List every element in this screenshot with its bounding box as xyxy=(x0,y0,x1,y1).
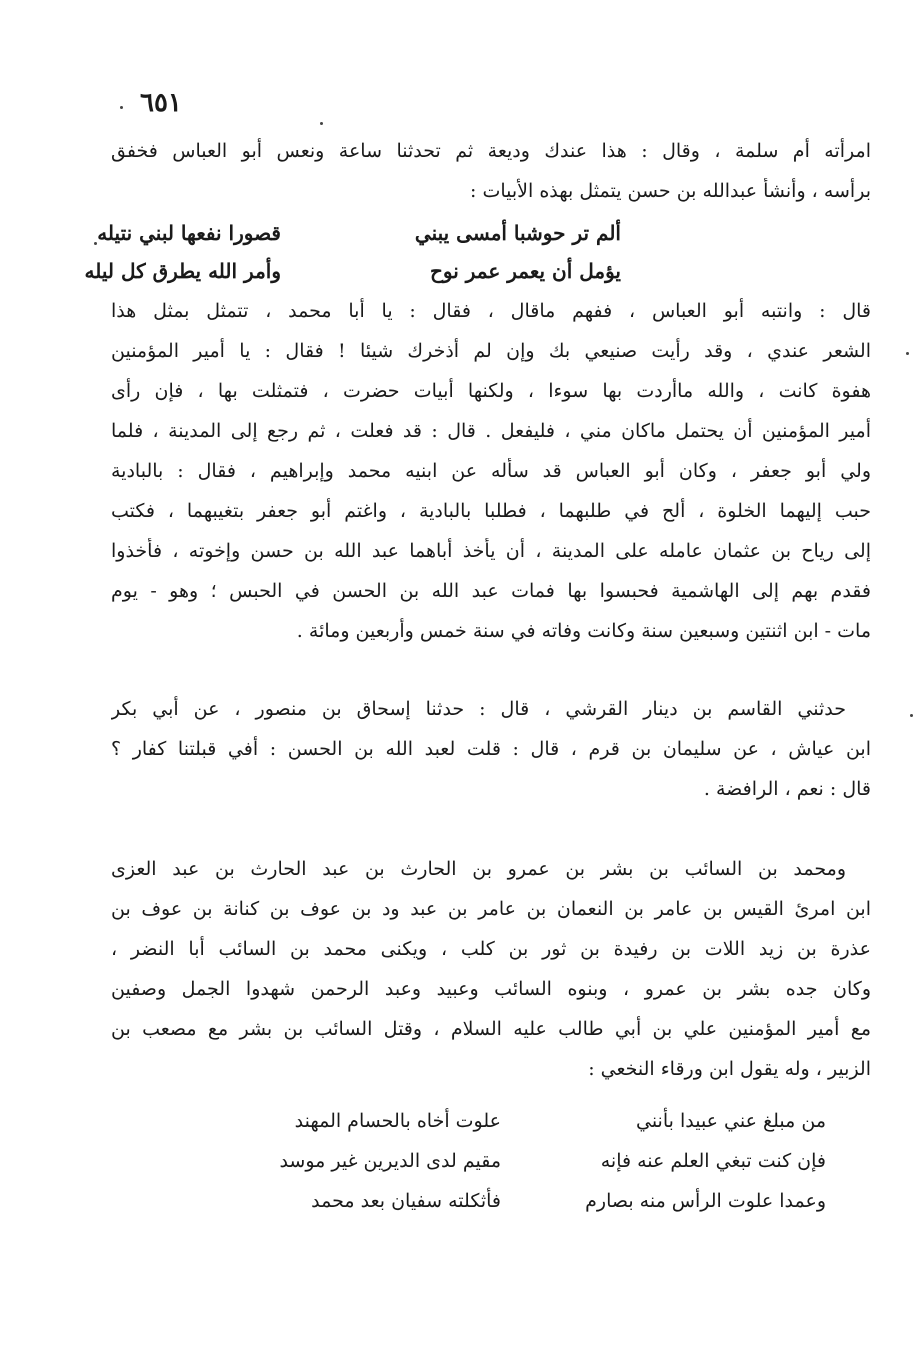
text-line: أمير المؤمنين أن يحتمل ماكان مني ، فليفعل . قال : قد فعلت ، ثم رجع إلى المدينة ، فلما xyxy=(111,420,871,442)
poem-hemistich: فإن كنت تبغي العلم عنه فإنه xyxy=(600,1150,826,1172)
poem-hemistich: من مبلغ عني عبيدا بأنني xyxy=(635,1110,826,1132)
scan-speck xyxy=(910,714,913,717)
poem-hemistich: وعمدا علوت الرأس منه بصارم xyxy=(585,1190,826,1212)
page-number: ٦٥١ xyxy=(140,88,182,118)
text-line: قال : وانتبه أبو العباس ، ففهم ماقال ، فقال : يا أبا محمد ، تتمثل بمثل هذا xyxy=(111,300,871,322)
text-line: الزبير ، وله يقول ابن ورقاء النخعي : xyxy=(588,1058,871,1080)
text-line: ومحمد بن السائب بن بشر بن عمرو بن الحارث بن عبد الحارث بن عبد العزى xyxy=(111,858,846,880)
poem-hemistich: فأثكلته سفيان بعد محمد xyxy=(311,1190,501,1212)
poem-hemistich: مقيم لدى الديرين غير موسد xyxy=(279,1150,501,1172)
text-line: عذرة بن زيد اللات بن رفيدة بن ثور بن كلب ، ويكنى محمد بن السائب أبا النضر ، xyxy=(111,938,871,960)
text-line: إلى رياح بن عثمان عامله على المدينة ، أن يأخذ أباهما عبد الله بن حسن وإخوته ، فأخذوا xyxy=(111,540,871,562)
text-line: وكان جده بشر بن عمرو ، وبنوه السائب وعبيد وعبد الرحمن شهدوا الجمل وصفين xyxy=(111,978,871,1000)
scan-speck xyxy=(120,106,123,109)
text-line: الشعر عندي ، وقد رأيت صنيعي بك وإن لم أذخرك شيئا ! فقال : يا أمير المؤمنين xyxy=(111,340,871,362)
text-line: امرأته أم سلمة ، وقال : هذا عندك وديعة ثم تحدثنا ساعة ونعس أبو العباس فخفق xyxy=(111,140,871,162)
text-line: ابن امرئ القيس بن عامر بن النعمان بن عامر بن عبد ود بن عوف بن كنانة بن عوف بن xyxy=(111,898,871,920)
text-line: مات - ابن اثنتين وسبعين سنة وكانت وفاته في سنة خمس وأربعين ومائة . xyxy=(296,620,871,642)
poem-hemistich: يؤمل أن يعمر عمر نوح xyxy=(429,259,621,283)
text-line: برأسه ، وأنشأ عبدالله بن حسن يتمثل بهذه الأبيات : xyxy=(470,180,871,202)
scan-speck xyxy=(906,352,909,355)
text-line: ولي أبو جعفر ، وكان أبو العباس قد سأله عن ابنيه محمد وإبراهيم ، فقال : بالبادية xyxy=(111,460,871,482)
scan-speck xyxy=(320,122,323,125)
text-line: هفوة كانت ، والله ماأردت بها سوءا ، ولكنها أبيات حضرت ، فتمثلت بها ، فإن رأى xyxy=(111,380,871,402)
text-line: قال : نعم ، الرافضة . xyxy=(703,778,871,800)
text-line: حدثني القاسم بن دينار القرشي ، قال : حدثنا إسحاق بن منصور ، عن أبي بكر xyxy=(111,698,846,720)
text-line: ابن عياش ، عن سليمان بن قرم ، قال : قلت لعبد الله بن الحسن : أفي قبلتنا كفار ؟ xyxy=(111,738,871,760)
poem-hemistich: علوت أخاه بالحسام المهند xyxy=(294,1110,501,1132)
poem-hemistich: ألم تر حوشبا أمسى يبني xyxy=(414,221,621,245)
text-line: فقدم بهم إلى الهاشمية فحبسوا بها فمات عبد الله بن الحسن في الحبس ؛ وهو - يوم xyxy=(111,580,871,602)
text-line: حبب إليهما الخلوة ، ألح في طلبهما ، فطلبا بالبادية ، واغتم أبو جعفر بتغيبهما ، فكتب xyxy=(111,500,871,522)
text-line: مع أمير المؤمنين علي بن أبي طالب عليه السلام ، وقتل السائب بن بشر مع مصعب بن xyxy=(111,1018,871,1040)
poem-hemistich: قصورا نفعها لبني نتيله xyxy=(97,221,281,245)
poem-hemistich: وأمر الله يطرق كل ليله xyxy=(84,259,281,283)
